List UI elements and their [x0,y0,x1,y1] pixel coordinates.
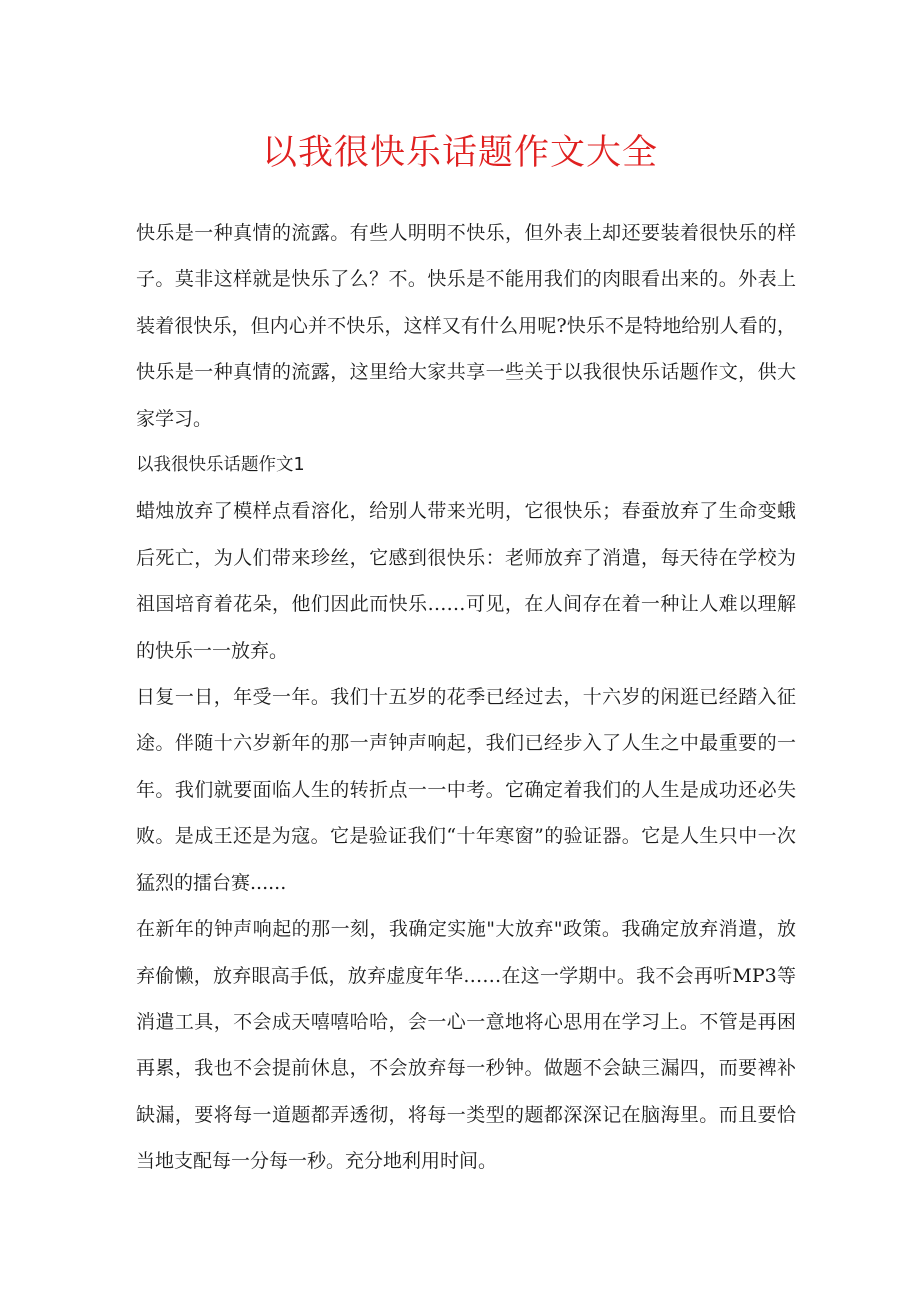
body-paragraph-1: 蜡烛放弃了模样点看溶化，给别人带来光明，它很快乐；春蚕放弃了生命变蛾后死亡，为人们带来珍丝，它感到很快乐：老师放弃了消遣，每天待在学校为祖国培育着花朵，他们因此而快乐……可见，在人间存在着一种让人难以理解的快乐一一放弃。 [136,500,796,662]
document-body [136,210,796,1185]
body-paragraph-3: 在新年的钟声响起的那一刻，我确定实施"大放弃"政策。我确定放弃消遣，放弃偷懒，放弃眼高手低，放弃虚度年华……在这一学期中。我不会再听MP3等消遣工具，不会成天嘻嘻哈哈，会一心一意地将心思用在学习上。不管是再困再累，我也不会提前休息，不会放弃每一秒钟。做题不会缺三漏四，而要裨补缺漏，要将每一道题都弄透彻，将每一类型的题都深深记在脑海里。而且要恰当地支配每一分每一秒。充分地利用时间。 [136,918,796,1173]
section-heading: 以我很快乐话题作文1 [136,455,305,476]
intro-paragraph: 快乐是一种真情的流露。有些人明明不快乐，但外表上却还要装着很快乐的样子。莫非这样就是快乐了么？不。快乐是不能用我们的肉眼看出来的。外表上装着很快乐，但内心并不快乐，这样又有什么用呢?快乐不是特地给别人看的，快乐是一种真情的流露，这里给大家共享一些关于以我很快乐话题作文，供大家学习。 [136,222,796,430]
body-paragraph-2: 日复一日，年受一年。我们十五岁的花季已经过去，十六岁的闲逛已经踏入征途。伴随十六岁新年的那一声钟声响起，我们已经步入了人生之中最重要的一年。我们就要面临人生的转折点一一中考。它确定着我们的人生是成功还必失败。是成王还是为寇。它是验证我们“十年寒窗”的验证器。它是人生只中一次猛烈的擂台赛...... [136,686,796,894]
document-title: 以我很快乐话题作文大全 [261,133,658,173]
